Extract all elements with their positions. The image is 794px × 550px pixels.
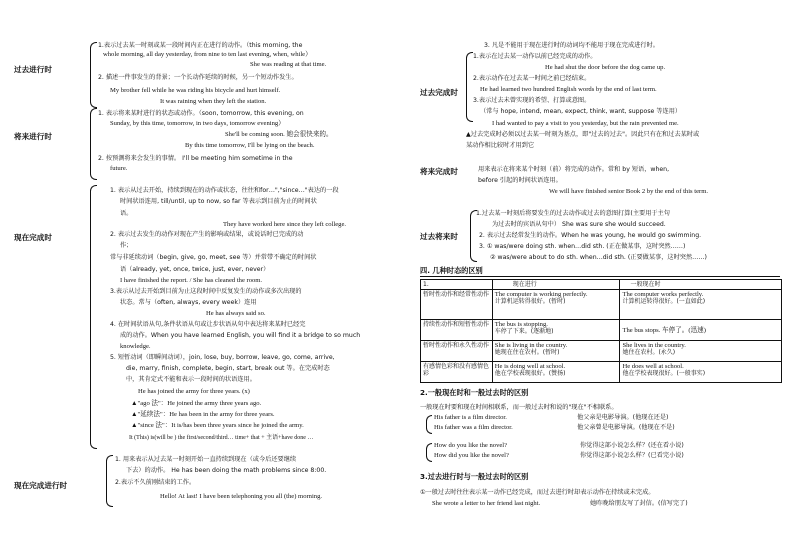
text-line: whole morning, all day yesterday, from nine to ten last evening, when, while）	[103, 51, 312, 58]
brace	[466, 52, 473, 122]
text-line: 中，其肯定式不能和表示一段时间的状语连用。	[126, 376, 256, 383]
text-line: die, marry, finish, complete, begin, start, break out 等。在完成时态	[126, 365, 330, 372]
translation: 他父亲曾是电影导演。(他现在不是)	[577, 424, 675, 431]
example-sentence: His father was a film director.	[434, 424, 513, 431]
text-line: 下去）的动作。 He has been doing the math problems since 8:00.	[126, 467, 327, 474]
past-perfect-title: 过去完成时	[420, 88, 458, 97]
text-line: 某动作相比较时才用到它	[466, 142, 535, 149]
cell-cn: 他在学校表现很好。(一般事实)	[622, 370, 706, 377]
text-line: 为过去时的宾语从句中） She was sure she would succeed.	[492, 221, 666, 228]
text-line: 2. 按预测将来会发生的事情。 I'll be meeting him sometime in the	[98, 155, 293, 162]
example-sentence: How did you like the novel?	[434, 452, 509, 459]
example-sentence: It (This) is(will be ) the first/second/third… time+ that + 主语+have done …	[129, 435, 314, 441]
text-line: 作；	[120, 242, 133, 249]
table-header-row	[421, 280, 782, 290]
brace	[90, 108, 97, 180]
section-heading: 2.一般现在时和一般过去时的区别	[420, 388, 529, 397]
table-header: 现在进行	[492, 280, 620, 290]
text-line: 3.表示从过去开始到目前为止这段时间中反复发生的动作或多次出现的	[110, 288, 302, 295]
cell-en: She is living in the country.	[494, 342, 568, 349]
text-line: 语。	[120, 210, 133, 217]
cell-cn: 他在学校表现很好。(赞扬)	[494, 370, 566, 377]
row-label: 暂时性动作和永久性动作	[421, 341, 493, 362]
text-line: 1. 用来表示从过去某一时刻开始一直持续到现在（或今后还要继续	[115, 456, 297, 463]
translation: 你觉得这部小说怎么样？(还在看小说)	[580, 442, 684, 449]
table-row	[421, 362, 782, 383]
present-perfect-continuous-title: 现在完成进行时	[14, 481, 68, 490]
brace	[90, 185, 97, 449]
example-sentence: He has joined the army for three years. (x)	[138, 388, 250, 395]
cell-cn: 车停了下来。(逐渐地)	[494, 328, 554, 335]
future-perfect-title: 将来完成时	[420, 167, 458, 176]
example-sentence: It was raining when they left the station.	[160, 98, 267, 105]
section-heading: 四. 几种时态的区别	[420, 266, 483, 275]
text-line: 3. 凡是不能用于现在进行时的动词均不能用于现在完成进行时。	[484, 42, 659, 49]
table-header: 一般现在时	[620, 280, 782, 290]
example-sentence: She was reading at that time.	[250, 61, 327, 68]
text-line: （常与 hope, intend, mean, expect, think, want, suppose 等连用）	[480, 108, 682, 115]
text-line: 成的动作。When you have learned English, you will find it a bridge to so much	[120, 332, 361, 339]
row-label: 持续性动作和短暂性动作	[421, 320, 493, 341]
cell-cn: 计算机运转得很好。(一直如此)	[622, 298, 706, 305]
table-cell	[620, 362, 782, 383]
text-line: 1.表示过去某一时刻或某一段时间内正在进行的动作。（this morning, the	[98, 42, 303, 49]
brace	[426, 415, 432, 434]
text-line: 1. 表示将来某时进行的状态或动作。（soon, tomorrow, this evening, on	[98, 110, 304, 117]
text-line: 1.过去某一时刻后将要发生的过去动作或过去的意图打算(主要用于主句	[476, 210, 670, 217]
brace	[426, 443, 432, 462]
example-sentence: My brother fell while he was riding his bicycle and hurt himself.	[110, 87, 281, 94]
cell-en: He does well at school.	[622, 363, 684, 370]
table-row	[421, 290, 782, 320]
table-cell	[620, 290, 782, 320]
example-sentence: He has always said so.	[206, 310, 266, 317]
cell-cn: 计算机运转得很好。(暂时)	[494, 298, 566, 305]
text-line: knowledge.	[120, 343, 151, 350]
table-cell	[620, 341, 782, 362]
table-cell	[620, 320, 782, 341]
cell-en: The computer is working perfectly.	[494, 291, 588, 298]
past-continuous-title: 过去进行时	[14, 65, 52, 74]
row-label: 暂时性动作和经常性动作	[421, 290, 493, 320]
text-line: Sunday, by this time, tomorrow, in two days, tomorrow evening）	[110, 120, 285, 127]
text-line: 状态。常与（often, always, every week）连用	[120, 299, 257, 306]
cell-en: She lives in the country.	[622, 342, 686, 349]
text-line: ② was/were about to do sth. when…did sth. (正要做某事，这时突然……)	[490, 254, 707, 261]
brace	[106, 455, 113, 507]
divider	[420, 276, 780, 277]
text-line: before 引起的时间状语连用。	[478, 177, 562, 184]
example-sentence: I had wanted to pay a visit to you yesterday, but the rain prevented me.	[492, 120, 679, 127]
cell-en: The computer works perfectly.	[622, 291, 704, 298]
cell-en: The bus is stopping.	[494, 321, 548, 328]
text-line: 2. 表示过去经常发生的动作。When he was young, he would go swimming.	[479, 232, 702, 239]
text-line: 2.表示不久前刚结束的工作。	[115, 479, 196, 486]
example-sentence: We will have finished senior Book 2 by the end of this term.	[549, 188, 708, 195]
text-line: ▲过去完成时必须以过去某一时刻为基点，即"过去的过去"。因此只有在和过去某时或	[466, 131, 700, 138]
text-line: 2.表示动作在过去某一时间之前已经结束。	[473, 75, 591, 82]
text-line: 1. 表示从过去开始，持续到现在的动作或状态，往往和for…","since…"表达的一段	[110, 187, 339, 194]
example-sentence: How do you like the novel?	[434, 442, 508, 449]
example-sentence: Hello! At last! I have been telephoning you all (the) morning.	[160, 493, 323, 500]
row-label: 有感情色彩和没有感情色彩	[421, 362, 493, 383]
text-line: 4. 在时间状语从句,条件状语从句或让步状语从句中表达将来某时已经完	[110, 321, 306, 328]
example-sentence: ▲"since 法"：It is/has been three years since he joined the army.	[131, 422, 304, 429]
text-line: future.	[110, 165, 128, 172]
text-line: 时间状语连用, till/until, up to now, so far 等表示到目前为止的时间状	[120, 198, 317, 205]
example-sentence: By this time tomorrow, I'll be lying on the beach.	[185, 142, 315, 149]
text-line: 5. 短暂动词（即瞬间动词），join, lose, buy, borrow, leave, go, come, arrive,	[110, 354, 335, 361]
table-cell	[492, 341, 620, 362]
text-line: 3. ① was/were doing sth. when…did sth. (正在做某事，这时突然……)	[479, 243, 686, 250]
text-line: 一般现在时要和现在时间相联系，而一般过去时和说的"现在"不相联系。	[420, 404, 618, 411]
section-heading: 3.过去进行时与一般过去时的区别	[420, 472, 529, 481]
cell-cn: 她住在农村。(永久)	[622, 349, 676, 356]
example-sentence: ▲"ago 法"：He joined the army three years ago.	[131, 400, 262, 407]
text-line: 2. 表示过去发生的动作对现在产生的影响或结果，或说话时已完成的动	[110, 231, 304, 238]
example-sentence: His father is a film director.	[434, 414, 507, 421]
future-continuous-title: 将来进行时	[14, 132, 52, 141]
example-sentence: She'll be coming soon. 她会很快来的。	[225, 131, 333, 138]
example-sentence: He had shut the door before the dog came up.	[545, 64, 666, 71]
text-line: 2. 描述一件事发生的背景；一个长动作延续的时候，另一个短动作发生。	[98, 74, 298, 81]
cell-cn: 她现在住在农村。(暂时)	[494, 349, 560, 356]
future-in-past-title: 过去将来时	[420, 232, 458, 241]
table-row	[421, 341, 782, 362]
comparison-table	[420, 279, 782, 383]
cell-en: He is doing well at school.	[494, 363, 566, 370]
example-sentence: They have worked here since they left college.	[223, 221, 347, 228]
translation: 她昨晚给朋友写了封信。(信写完了)	[590, 500, 688, 507]
example-sentence: ▲"延续法"：He has been in the army for three years.	[131, 411, 275, 418]
text-line: ①一般过去时往往表示某一动作已经完成，而过去进行时却表示动作在持续或未完成。	[420, 489, 655, 496]
text-line: 1.表示在过去某一动作以前已经完成的动作。	[473, 53, 597, 60]
text-line: 语（already, yet, once, twice, just, ever, never）	[120, 266, 270, 273]
text-line: 用来表示在将来某个时刻（前）将完成的动作。常和 by 短语，when,	[478, 166, 670, 173]
text-line: 常与非延续动词（begin, give, go, meet, see 等）并常带不确定的时间状	[110, 254, 317, 261]
present-perfect-title: 现在完成时	[14, 233, 52, 242]
example-sentence: He had learned two hundred English words by the end of last term.	[480, 86, 657, 93]
text-line: 3.表示过去未曾实现的希望、打算或意图。	[473, 97, 591, 104]
table-cell	[492, 320, 620, 341]
table-cell: 1.	[421, 280, 493, 290]
example-sentence: She wrote a letter to her friend last night.	[432, 500, 541, 507]
table-row	[421, 320, 782, 341]
translation: 你觉得这部小说怎么样？(已看完小说)	[580, 452, 684, 459]
table-cell	[492, 290, 620, 320]
example-sentence: I have finished the report. / She has cleaned the room.	[120, 277, 263, 284]
translation: 他父亲是电影导演。(他现在还是)	[577, 414, 669, 421]
table-cell	[492, 362, 620, 383]
brace	[90, 42, 97, 108]
cell-en: The bus stops. 车停了。(迅速)	[622, 326, 706, 334]
